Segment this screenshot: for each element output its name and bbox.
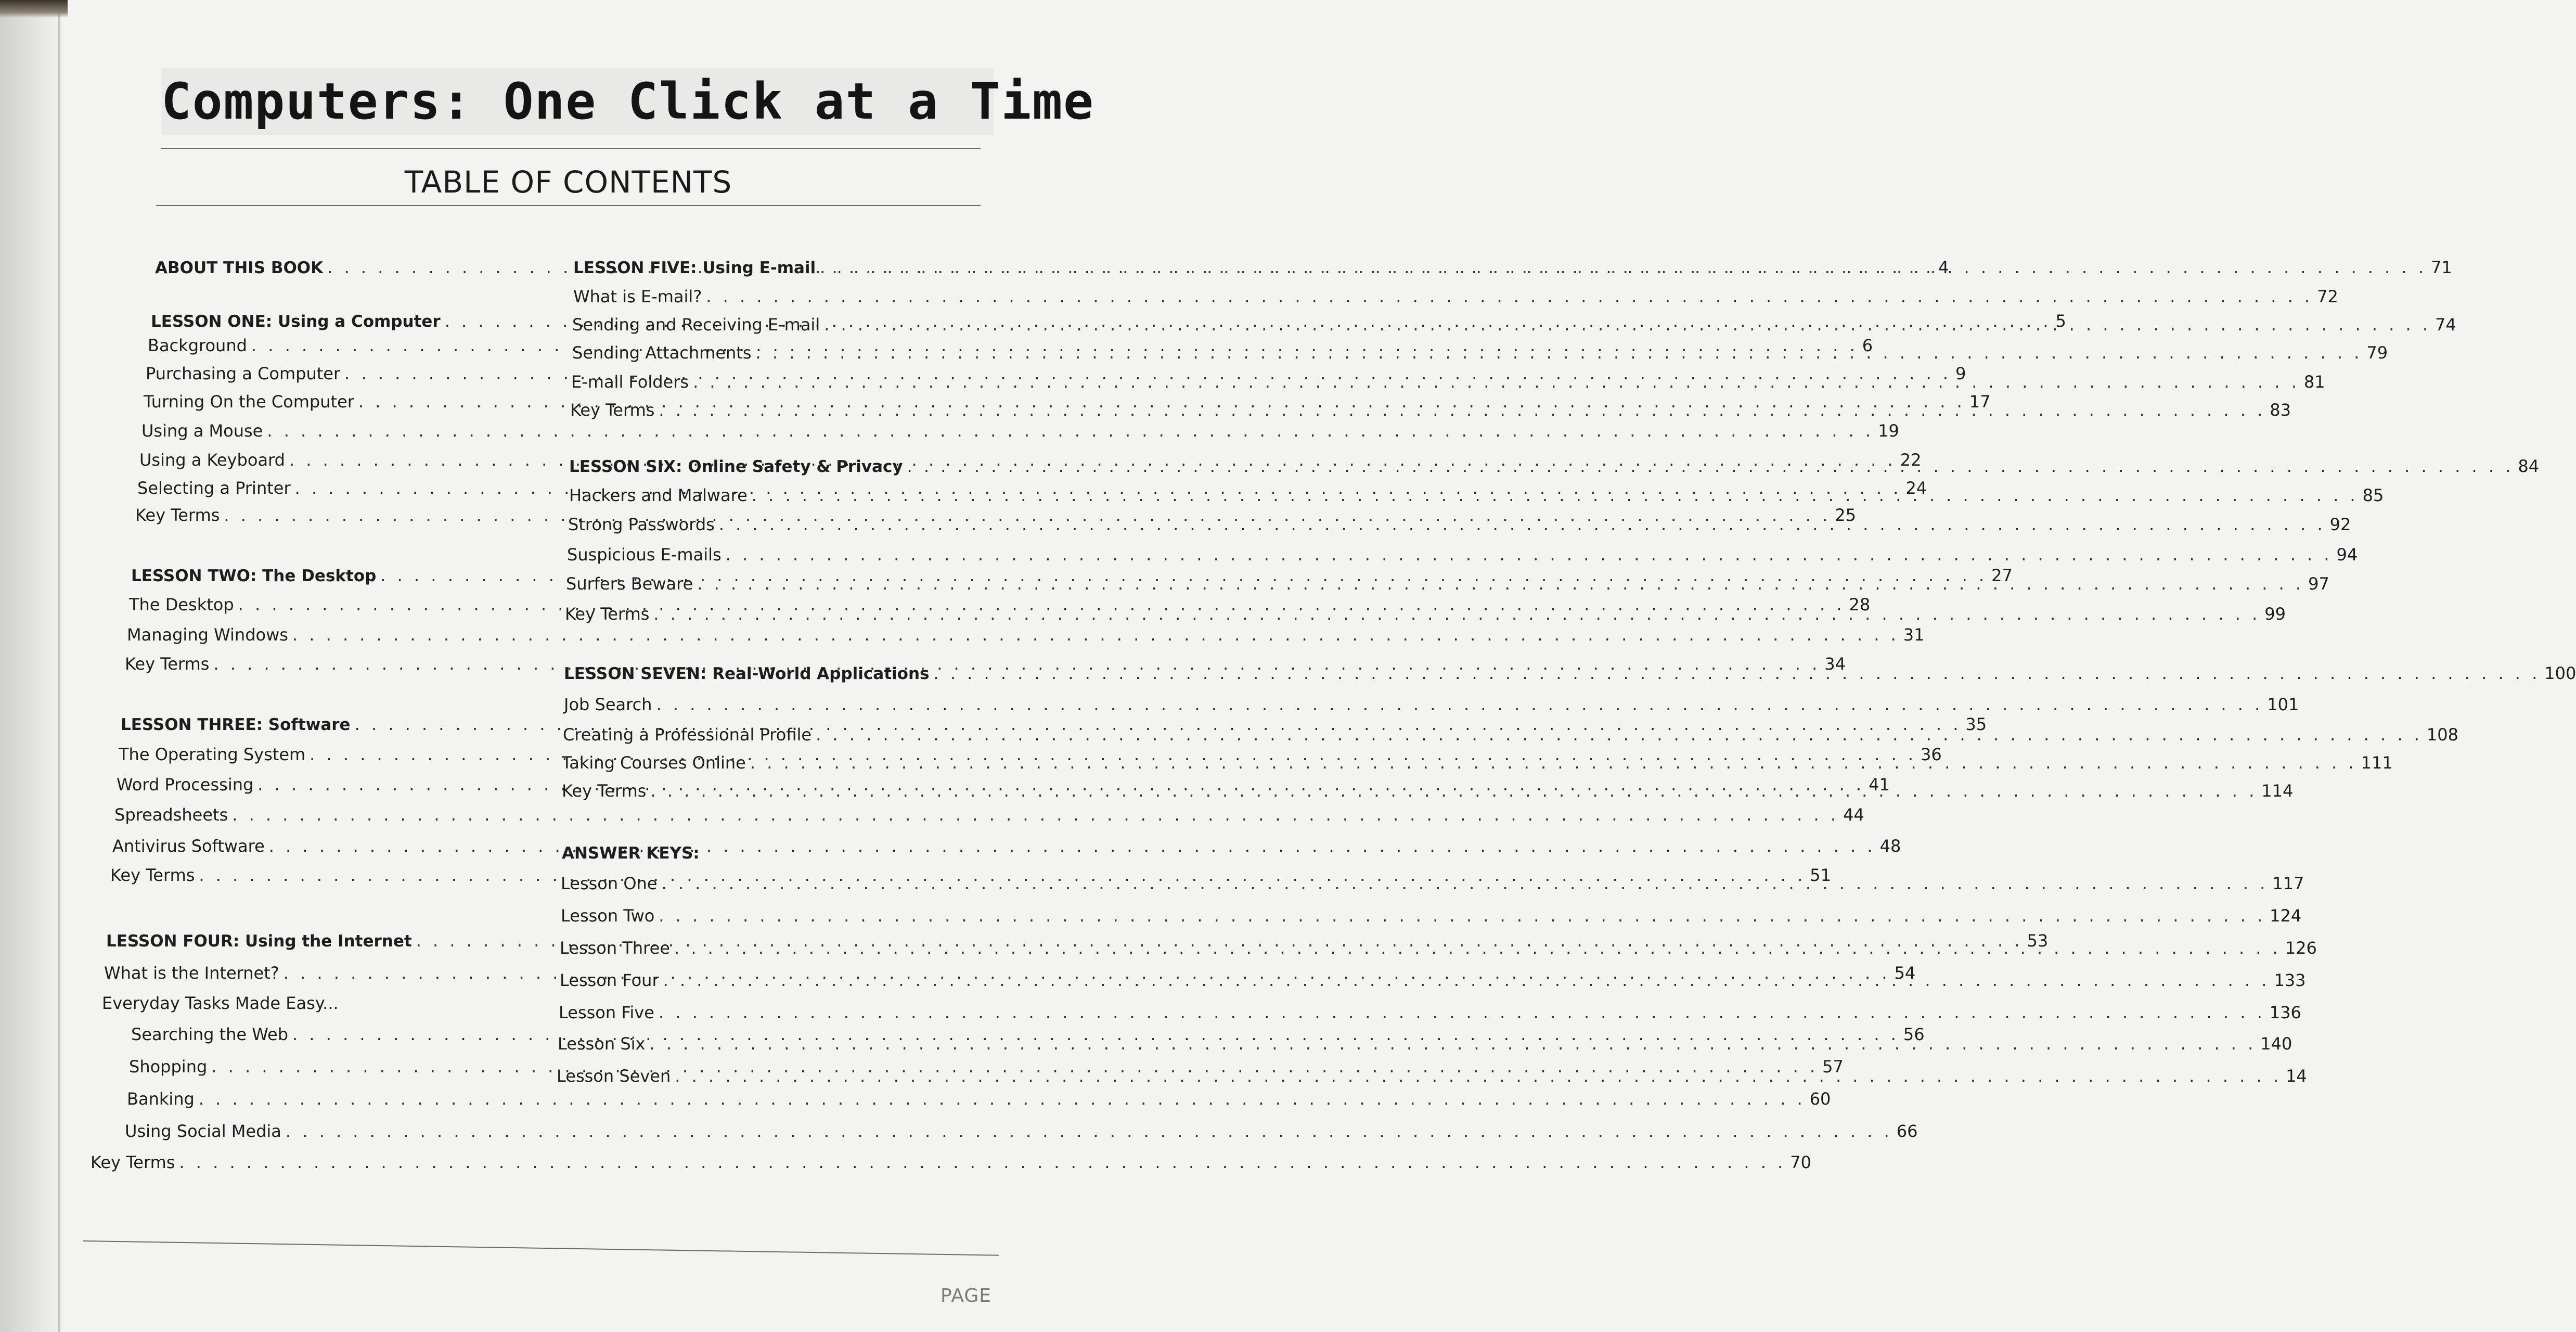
dot-leader — [907, 455, 2514, 478]
toc-entry-banking — [127, 1087, 1831, 1110]
toc-entry-title: Spreadsheets — [114, 805, 228, 825]
toc-page-number: 140 — [2260, 1034, 2292, 1054]
book-title: Computers: One Click at a Time — [161, 68, 994, 135]
dot-leader — [292, 623, 1899, 646]
toc-entry-title: Lesson Six — [558, 1034, 646, 1054]
dot-leader — [656, 693, 2263, 716]
toc-entry-everyday-tasks-made-easy — [102, 992, 364, 1015]
toc-page-number: 99 — [2264, 604, 2286, 624]
toc-entry-title: ANSWER KEYS: — [562, 844, 700, 863]
dot-leader — [649, 1032, 2256, 1055]
toc-page-number: 19 — [1878, 421, 1899, 441]
dot-leader — [726, 543, 2333, 566]
toc-entry-suspicious-e-mails — [567, 543, 2358, 566]
toc-entry-title: Selecting a Printer — [137, 478, 291, 498]
toc-entry-title: Lesson Four — [560, 970, 659, 990]
toc-entry-title: LESSON SIX: Online Safety & Privacy — [569, 457, 903, 476]
dot-leader — [933, 662, 2540, 685]
toc-page-number: 6 — [1862, 336, 1873, 355]
toc-entry-title: Using a Keyboard — [139, 450, 285, 470]
toc-entry-sending-and-receiving-e-mail — [572, 313, 2456, 336]
heading-rule — [156, 205, 981, 206]
toc-page-number: 4 — [1938, 258, 1949, 277]
dot-leader — [674, 937, 2281, 959]
toc-entry-title: Lesson Five — [559, 1003, 654, 1022]
toc-entry-title: Key Terms — [135, 505, 220, 525]
toc-entry-using-a-mouse — [141, 419, 1899, 442]
toc-entry-title: Purchasing a Computer — [146, 364, 341, 383]
toc-entry-title: Key Terms — [570, 400, 655, 420]
toc-page-number: 53 — [2027, 931, 2049, 951]
toc-entry-key-terms — [91, 1151, 1811, 1174]
toc-page-number: 17 — [1969, 392, 1991, 412]
toc-entry-lesson-two — [561, 904, 2302, 927]
toc-page-number: 133 — [2274, 970, 2306, 990]
toc-page-number: 101 — [2267, 695, 2299, 714]
toc-page-number: 5 — [2055, 311, 2066, 331]
toc-entry-lesson-five — [559, 1001, 2301, 1024]
toc-entry-title: LESSON THREE: Software — [121, 715, 351, 734]
toc-page-number: 83 — [2270, 400, 2291, 420]
toc-entry-e-mail-folders — [571, 370, 2325, 393]
dot-leader — [659, 399, 2265, 421]
toc-entry-title: Searching the Web — [131, 1024, 289, 1044]
toc-page-number: 94 — [2336, 545, 2358, 565]
toc-entry-managing-windows — [127, 623, 1925, 646]
toc-entry-using-social-media — [125, 1120, 1918, 1143]
toc-entry-sending-attachments — [572, 341, 2388, 364]
toc-entry-title: Suspicious E-mails — [567, 545, 722, 565]
toc-entry-title: Key Terms — [562, 781, 647, 801]
toc-entry-title: Strong Passwords — [568, 515, 715, 534]
dot-leader — [653, 603, 2260, 625]
toc-page-number: 92 — [2329, 515, 2351, 534]
toc-entry-title: Surfers Beware — [566, 574, 693, 594]
page-footer-label: PAGE — [941, 1285, 992, 1307]
toc-entry-title: Lesson One — [561, 874, 658, 893]
toc-heading: TABLE OF CONTENTS — [404, 164, 732, 200]
toc-page-number: 44 — [1843, 805, 1864, 825]
toc-page-number: 54 — [1894, 963, 1916, 983]
dot-leader — [659, 904, 2265, 927]
toc-entry-title: Taking Courses Online — [562, 753, 746, 773]
toc-page-number: 126 — [2285, 938, 2317, 958]
toc-entry-title: Hackers and Malware — [569, 485, 748, 505]
toc-entry-title: Background — [148, 336, 247, 355]
toc-entry-title: LESSON FIVE: Using E-mail — [573, 259, 816, 277]
toc-page-number: 108 — [2426, 725, 2458, 745]
dot-leader — [756, 341, 2363, 364]
dot-leader — [706, 285, 2313, 308]
title-rule — [161, 148, 981, 149]
dot-leader — [650, 779, 2257, 802]
toc-entry-title: Word Processing — [117, 775, 254, 795]
toc-entry-title: Creating a Professional Profile — [563, 725, 812, 745]
toc-page-number: 41 — [1869, 775, 1890, 795]
toc-page-number: 85 — [2362, 485, 2384, 505]
footer-rule — [83, 1240, 999, 1256]
toc-page-number: 100 — [2544, 663, 2576, 683]
dot-leader — [267, 419, 1874, 442]
dot-leader — [697, 572, 2304, 595]
toc-page-number: 70 — [1790, 1152, 1811, 1172]
toc-entry-title: Key Terms — [125, 654, 210, 674]
toc-page-number: 114 — [2261, 781, 2294, 801]
toc-entry-title: Sending and Receiving E-mail — [572, 315, 820, 335]
dot-leader — [752, 484, 2359, 507]
toc-entry-title: What is the Internet? — [104, 963, 279, 983]
dot-leader — [719, 513, 2326, 536]
toc-page-number: 9 — [1955, 364, 1966, 383]
dot-leader — [824, 313, 2431, 336]
toc-page-number: 27 — [1991, 566, 2013, 585]
toc-page-number: 124 — [2270, 906, 2302, 926]
toc-entry-title: LESSON SEVEN: Real-World Applications — [564, 664, 930, 683]
toc-page-number: 84 — [2518, 456, 2540, 476]
book-spine — [58, 0, 60, 1332]
dot-leader — [269, 835, 1876, 857]
toc-entry-title: Turning On the Computer — [144, 392, 354, 412]
toc-entry-title: ABOUT THIS BOOK — [155, 259, 324, 277]
toc-entry-title: Lesson Two — [561, 906, 655, 926]
toc-entry-job-search — [564, 693, 2299, 716]
toc-page-number: 14 — [2286, 1066, 2307, 1086]
toc-page-number: 60 — [1809, 1089, 1831, 1109]
page-edge-shadow — [0, 0, 62, 1332]
toc-page-number: 34 — [1824, 654, 1846, 674]
toc-page-number: 117 — [2272, 874, 2304, 893]
toc-page-number: 31 — [1903, 625, 1925, 645]
toc-entry-title: Lesson Seven — [557, 1066, 671, 1086]
toc-entry-title: Banking — [127, 1089, 195, 1109]
dot-leader — [659, 1001, 2265, 1024]
toc-entry-title: Lesson Three — [560, 938, 670, 958]
toc-page-number: 56 — [1903, 1024, 1925, 1044]
toc-entry-title: E-mail Folders — [571, 372, 689, 392]
toc-page-number: 66 — [1896, 1121, 1918, 1141]
toc-section-lesson-five-using-e-mail — [573, 256, 2452, 279]
toc-page-number: 79 — [2366, 343, 2388, 363]
dot-leader — [199, 1087, 1806, 1110]
toc-page-number: 24 — [1905, 478, 1927, 498]
dot-leader — [816, 723, 2423, 746]
dot-leader — [286, 1120, 1892, 1143]
dot-leader — [820, 256, 2427, 279]
toc-entry-title: The Operating System — [119, 745, 306, 764]
toc-page-number: 36 — [1921, 745, 1942, 764]
toc-page-number: 48 — [1879, 836, 1901, 856]
toc-entry-title: Antivirus Software — [112, 836, 265, 856]
toc-page-number: 74 — [2435, 315, 2456, 335]
toc-entry-title: LESSON FOUR: Using the Internet — [106, 932, 412, 951]
toc-entry-title: Sending Attachments — [572, 343, 752, 363]
toc-page-number: 35 — [1965, 714, 1987, 734]
toc-section-answer-keys — [562, 842, 780, 865]
dot-leader — [693, 370, 2300, 393]
dot-leader — [661, 872, 2268, 895]
toc-entry-title: Using a Mouse — [141, 421, 263, 441]
toc-entry-title: Key Terms — [91, 1152, 175, 1172]
toc-page-number: 81 — [2303, 372, 2325, 392]
dot-leader — [663, 969, 2270, 992]
dot-leader — [750, 751, 2357, 774]
toc-entry-title: What is E-mail? — [573, 287, 702, 306]
toc-entry-title: Everyday Tasks Made Easy... — [102, 993, 339, 1013]
toc-entry-title: The Desktop — [129, 595, 234, 614]
toc-page-number: 136 — [2269, 1003, 2301, 1022]
toc-entry-title: Key Terms — [565, 604, 650, 624]
toc-page-number: 71 — [2431, 258, 2452, 277]
dot-leader — [179, 1151, 1786, 1174]
dot-leader — [675, 1065, 2282, 1087]
page-corner-shadow — [0, 0, 68, 18]
toc-page-number: 25 — [1835, 505, 1856, 525]
toc-page-number: 97 — [2308, 574, 2329, 594]
toc-entry-title: Job Search — [564, 695, 652, 714]
toc-entry-title: Shopping — [129, 1057, 208, 1077]
toc-page-number: 51 — [1810, 865, 1831, 885]
toc-entry-what-is-e-mail — [573, 285, 2338, 308]
toc-page-number: 28 — [1849, 595, 1871, 614]
toc-entry-title: LESSON TWO: The Desktop — [131, 567, 377, 585]
toc-page-number: 22 — [1900, 450, 1922, 470]
toc-entry-title: Key Terms — [110, 865, 195, 885]
toc-entry-spreadsheets — [114, 803, 1864, 826]
toc-page-number: 57 — [1822, 1057, 1844, 1077]
toc-entry-title: Using Social Media — [125, 1121, 281, 1141]
toc-page-number: 72 — [2317, 287, 2338, 306]
toc-entry-title: LESSON ONE: Using a Computer — [151, 312, 441, 331]
toc-page-number: 111 — [2361, 753, 2393, 773]
toc-entry-title: Managing Windows — [127, 625, 288, 645]
dot-leader — [232, 803, 1839, 826]
